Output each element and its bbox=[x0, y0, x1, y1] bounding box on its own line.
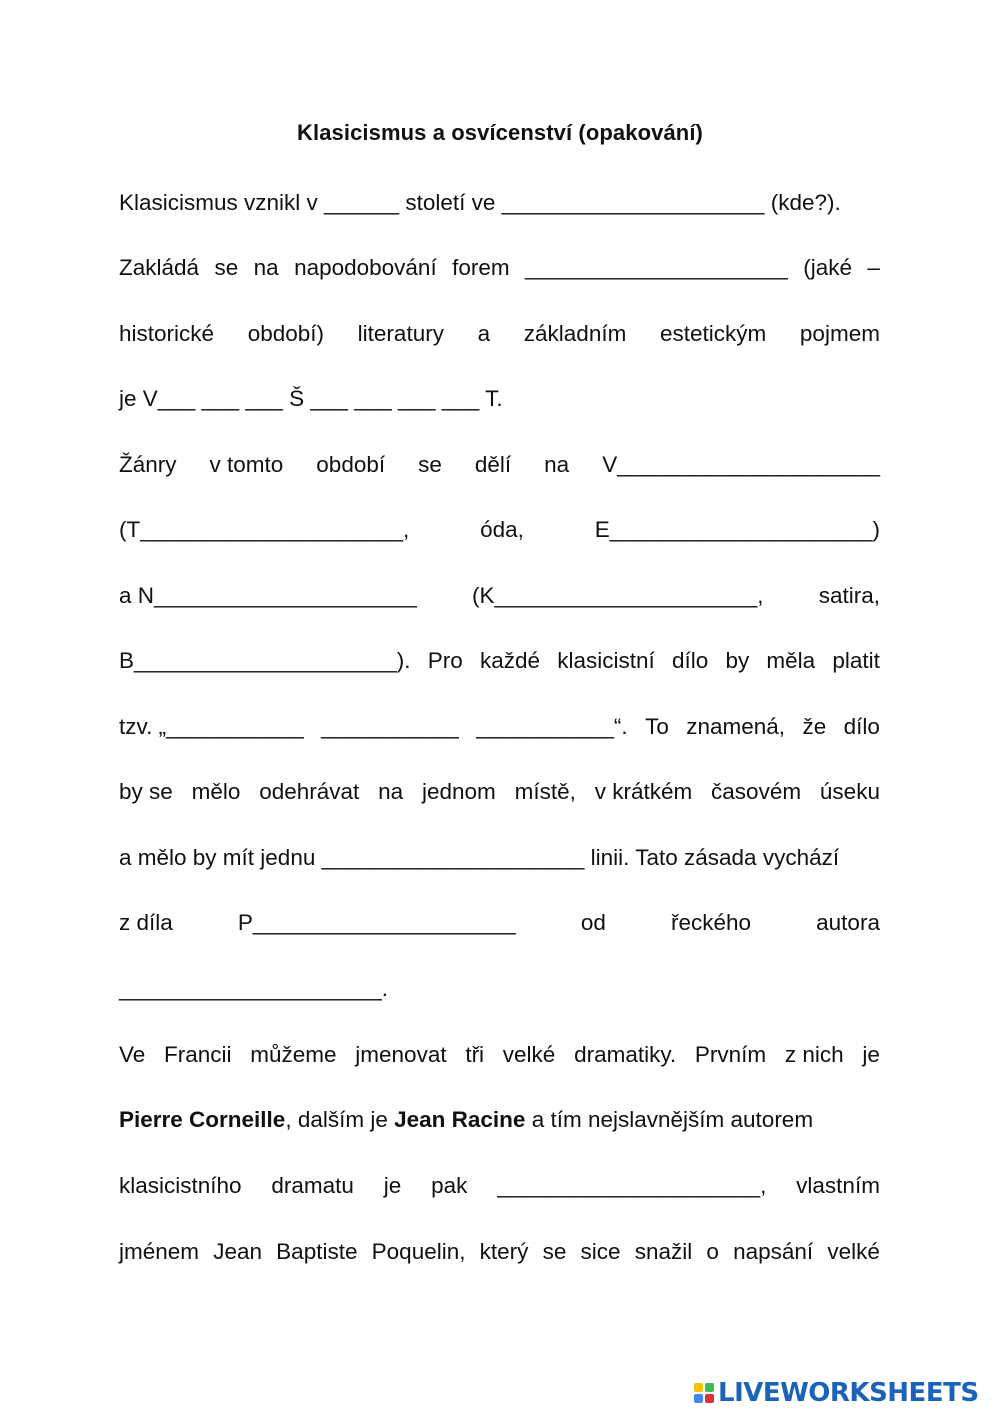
text-word: je bbox=[383, 1173, 402, 1198]
text-line bbox=[119, 319, 880, 349]
author-name: Jean Racine bbox=[394, 1107, 526, 1132]
text-word: se bbox=[418, 452, 442, 477]
text-word: velké bbox=[827, 1239, 880, 1264]
text-fragment: a tím nejslavnějším autorem bbox=[525, 1107, 814, 1132]
text-word: Zakládá bbox=[119, 255, 200, 280]
text-line bbox=[119, 253, 880, 283]
text-word: vlastním bbox=[796, 1173, 880, 1198]
logo-square bbox=[694, 1383, 703, 1392]
text-line bbox=[119, 646, 880, 676]
text-word: by bbox=[725, 648, 750, 673]
text-word: se bbox=[542, 1239, 567, 1264]
text-word: jednom bbox=[421, 779, 496, 804]
text-line bbox=[119, 1040, 880, 1070]
text-line bbox=[119, 581, 880, 611]
text-word: napsání bbox=[733, 1239, 814, 1264]
text-word: Poquelin, bbox=[371, 1239, 466, 1264]
text-word: platit bbox=[832, 648, 880, 673]
text-word: literatury bbox=[357, 321, 444, 346]
text-word: Jean bbox=[213, 1239, 262, 1264]
text-word: Pro bbox=[427, 648, 463, 673]
text-word: napodobování bbox=[294, 255, 437, 280]
text-word: klasicistního bbox=[119, 1173, 242, 1198]
text-word: – bbox=[867, 255, 880, 280]
text-word: že bbox=[802, 714, 827, 739]
text-word: _____________________ bbox=[525, 255, 788, 280]
logo-text: LIVEWORKSHEETS bbox=[718, 1378, 979, 1408]
text-word: ___________ bbox=[321, 714, 459, 739]
text-word: ___________“. bbox=[476, 714, 628, 739]
text-word: Prvním bbox=[694, 1042, 767, 1067]
text-word: řeckého bbox=[670, 910, 752, 935]
text-word: a mělo by mít jednu _____________________ linii. Tato zásada vychází bbox=[119, 845, 840, 870]
text-line bbox=[119, 384, 880, 414]
text-word: dramatiky. bbox=[574, 1042, 677, 1067]
text-word: dělí bbox=[474, 452, 512, 477]
text-line bbox=[119, 1171, 880, 1201]
text-word: forem bbox=[452, 255, 510, 280]
logo-mark-icon bbox=[694, 1383, 714, 1403]
text-word: období bbox=[316, 452, 386, 477]
text-word: Ve bbox=[119, 1042, 146, 1067]
text-word: sice bbox=[580, 1239, 621, 1264]
logo-square bbox=[705, 1394, 714, 1403]
text-line bbox=[119, 974, 880, 1004]
text-word: v tomto bbox=[209, 452, 284, 477]
text-word: od bbox=[580, 910, 606, 935]
text-word: z nich bbox=[784, 1042, 844, 1067]
text-word: by se bbox=[119, 779, 173, 804]
text-word: Klasicismus vznikl v ______ století ve _____________________ (kde?). bbox=[119, 190, 841, 215]
text-word: Baptiste bbox=[276, 1239, 358, 1264]
text-line bbox=[119, 843, 880, 873]
text-word: o bbox=[706, 1239, 719, 1264]
text-word: je bbox=[862, 1042, 880, 1067]
worksheet-title: Klasicismus a osvícenství (opakování) bbox=[297, 120, 703, 145]
text-line bbox=[119, 515, 880, 545]
text-word: V_____________________ bbox=[602, 452, 880, 477]
text-word: óda, bbox=[480, 517, 524, 542]
text-word: dílo bbox=[843, 714, 880, 739]
text-word: _____________________, bbox=[497, 1173, 767, 1198]
text-word: na bbox=[378, 779, 404, 804]
text-word: P_____________________ bbox=[237, 910, 516, 935]
text-line bbox=[119, 1237, 880, 1267]
text-word: je V___ ___ ___ Š ___ ___ ___ ___ T. bbox=[119, 386, 503, 411]
logo-square bbox=[705, 1383, 714, 1392]
text-word: na bbox=[253, 255, 279, 280]
text-word: (T_____________________, bbox=[119, 517, 410, 542]
text-word: snažil bbox=[634, 1239, 693, 1264]
text-word: To bbox=[645, 714, 669, 739]
text-word: B_____________________). bbox=[119, 648, 411, 673]
text-line bbox=[119, 188, 880, 218]
text-word: autora bbox=[816, 910, 880, 935]
text-word: Francii bbox=[164, 1042, 232, 1067]
text-word: satira, bbox=[818, 583, 880, 608]
text-word: úseku bbox=[819, 779, 880, 804]
author-name: Pierre Corneille bbox=[119, 1107, 286, 1132]
text-line bbox=[119, 712, 880, 742]
text-word: znamená, bbox=[686, 714, 786, 739]
text-word: (K_____________________, bbox=[471, 583, 764, 608]
text-fragment: , dalším je bbox=[285, 1107, 395, 1132]
text-word: pojmem bbox=[799, 321, 880, 346]
text-word: tzv. „___________ bbox=[119, 714, 304, 739]
text-word: časovém bbox=[711, 779, 802, 804]
text-line bbox=[119, 908, 880, 938]
text-word: historické bbox=[119, 321, 215, 346]
text-word: velké bbox=[502, 1042, 556, 1067]
text-word: období) bbox=[247, 321, 325, 346]
text-word: měla bbox=[766, 648, 816, 673]
text-word: základním bbox=[523, 321, 627, 346]
text-word: a N_____________________ bbox=[119, 583, 417, 608]
text-word: každé bbox=[479, 648, 541, 673]
text-line bbox=[119, 450, 880, 480]
text-word: dramatu bbox=[271, 1173, 354, 1198]
text-word: místě, bbox=[514, 779, 576, 804]
text-word: tři bbox=[465, 1042, 485, 1067]
text-word: na bbox=[544, 452, 570, 477]
text-word: _____________________. bbox=[119, 976, 389, 1001]
text-word: E_____________________) bbox=[594, 517, 880, 542]
text-word: jmenovat bbox=[355, 1042, 447, 1067]
text-word: klasicistní bbox=[557, 648, 655, 673]
text-word: (jaké bbox=[803, 255, 853, 280]
text-word: a bbox=[477, 321, 491, 346]
text-word: dílo bbox=[671, 648, 709, 673]
text-word: v krátkém bbox=[594, 779, 693, 804]
text-word: se bbox=[214, 255, 239, 280]
text-word: Žánry bbox=[119, 452, 177, 477]
text-word: estetickým bbox=[659, 321, 767, 346]
text-word: který bbox=[479, 1239, 529, 1264]
liveworksheets-logo bbox=[694, 1376, 979, 1410]
text-word: z díla bbox=[119, 910, 173, 935]
logo-square bbox=[694, 1394, 703, 1403]
text-word: pak bbox=[431, 1173, 468, 1198]
text-word: můžeme bbox=[250, 1042, 337, 1067]
text-line bbox=[119, 777, 880, 807]
text-line-bold bbox=[119, 1105, 880, 1135]
text-word: mělo bbox=[191, 779, 241, 804]
text-word: odehrávat bbox=[259, 779, 360, 804]
text-word: jménem bbox=[119, 1239, 200, 1264]
